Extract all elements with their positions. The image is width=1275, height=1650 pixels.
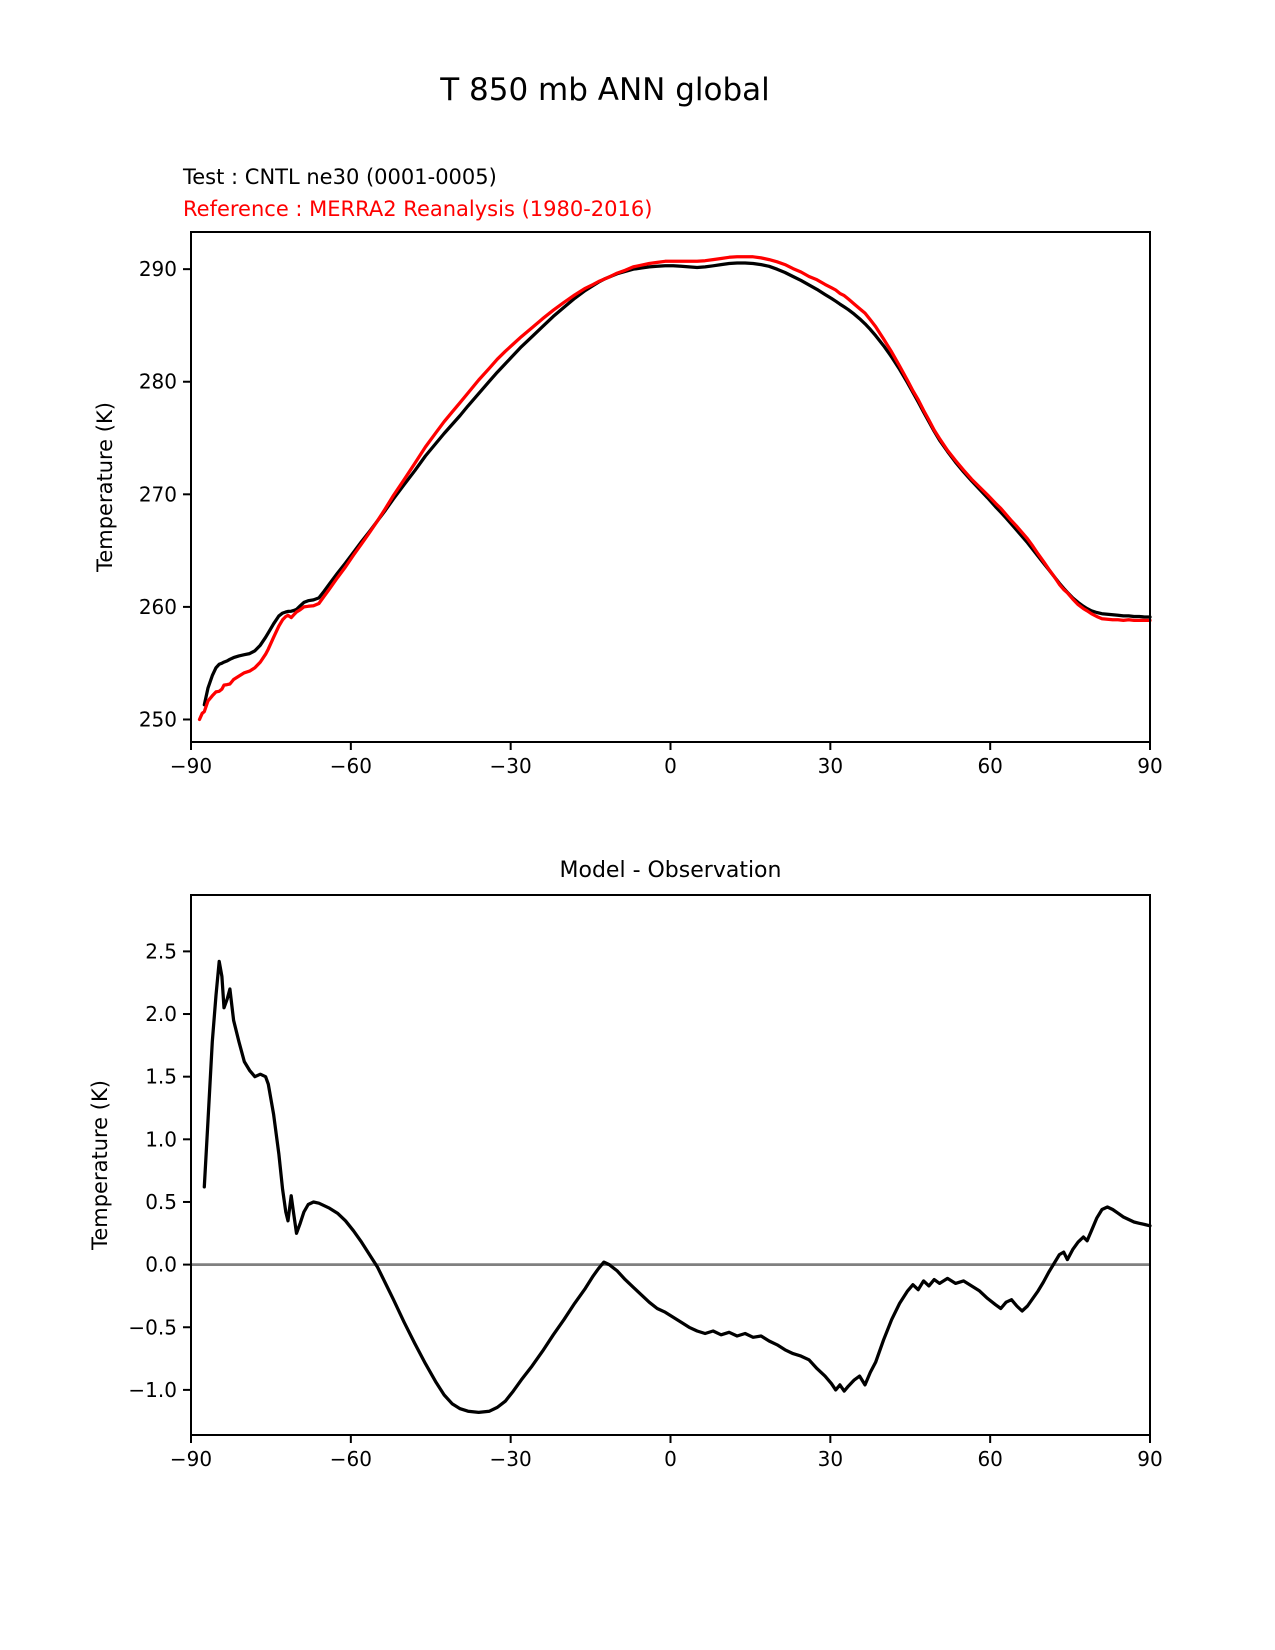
- legend-test-label: Test : CNTL ne30 (0001-0005): [183, 165, 497, 189]
- top-y-axis-label: Temperature (K): [93, 402, 117, 572]
- x-tick-label: −60: [329, 754, 372, 779]
- plot-frame: [191, 232, 1150, 742]
- figure-title: T 850 mb ANN global: [440, 72, 770, 108]
- top-chart-panel: [139, 232, 1163, 778]
- y-tick-label: 0.0: [145, 1252, 177, 1277]
- x-tick-label: 30: [817, 1447, 844, 1472]
- x-tick-label: 30: [817, 754, 844, 779]
- y-tick-label: 260: [138, 594, 177, 619]
- y-tick-label: −1.0: [128, 1377, 177, 1402]
- x-tick-label: 90: [1137, 754, 1163, 779]
- x-tick-label: −60: [329, 1447, 372, 1472]
- y-tick-label: 0.5: [145, 1189, 177, 1214]
- y-tick-label: 2.5: [145, 939, 177, 964]
- bottom-y-axis-label: Temperature (K): [88, 1080, 112, 1250]
- difference-series-line: [204, 961, 1150, 1412]
- plot-frame: [191, 895, 1150, 1435]
- x-tick-label: −90: [169, 1447, 213, 1472]
- x-tick-label: −30: [489, 754, 532, 779]
- y-tick-label: 2.0: [145, 1002, 177, 1027]
- x-tick-label: 60: [977, 754, 1003, 779]
- x-tick-label: 0: [664, 754, 677, 779]
- reference-series-line: [200, 257, 1151, 720]
- legend-reference-label: Reference : MERRA2 Reanalysis (1980-2016): [183, 197, 653, 221]
- y-tick-label: −0.5: [128, 1315, 177, 1340]
- x-tick-label: −90: [169, 754, 213, 779]
- x-tick-label: 0: [664, 1447, 677, 1472]
- y-tick-label: 280: [138, 369, 177, 394]
- x-tick-label: 90: [1137, 1447, 1163, 1472]
- test-series-line: [204, 263, 1150, 705]
- bottom-chart-title: Model - Observation: [559, 858, 782, 883]
- y-tick-label: 270: [138, 482, 177, 507]
- bottom-chart-panel: [128, 895, 1162, 1471]
- y-tick-label: 1.0: [145, 1127, 177, 1152]
- x-tick-label: 60: [977, 1447, 1003, 1472]
- y-tick-label: 290: [138, 257, 177, 282]
- y-tick-label: 1.5: [145, 1064, 177, 1089]
- y-tick-label: 250: [138, 707, 177, 732]
- x-tick-label: −30: [489, 1447, 532, 1472]
